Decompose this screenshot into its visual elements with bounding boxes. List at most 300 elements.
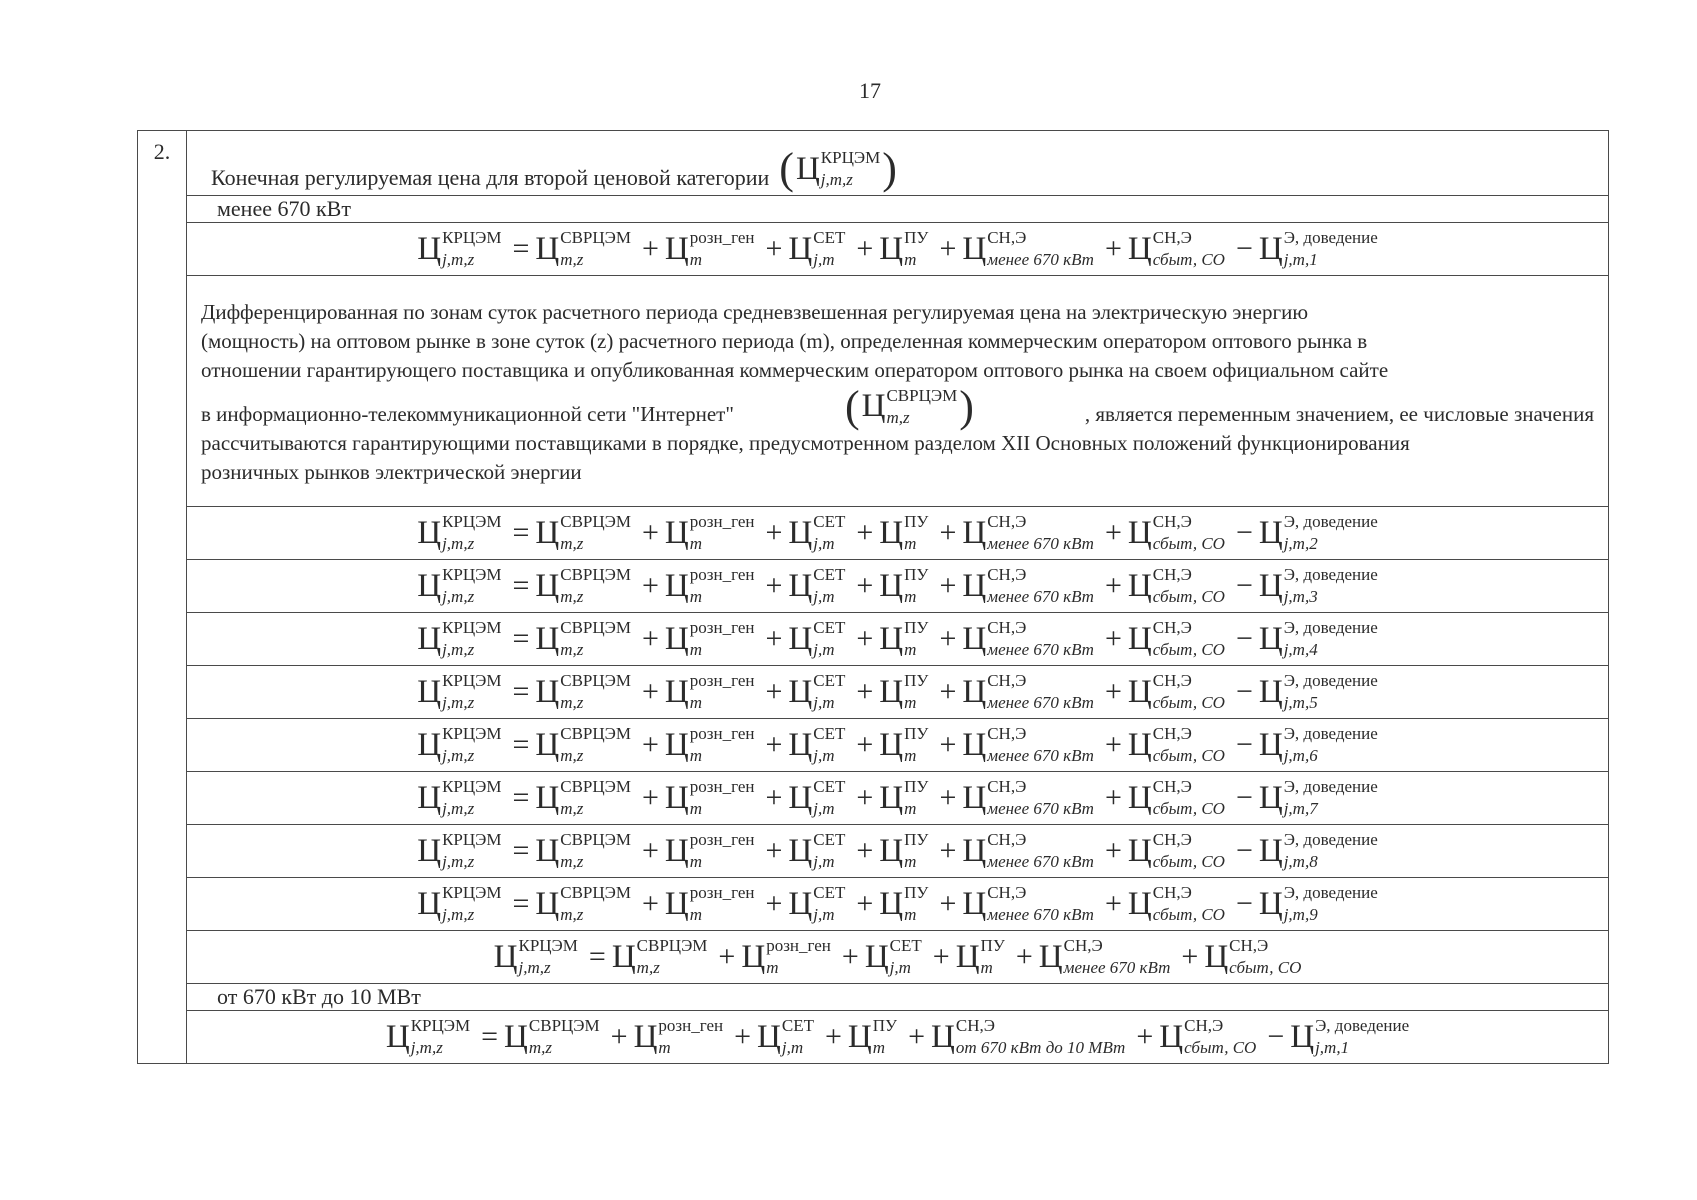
symbol-subscript: j,m [813,799,835,818]
symbol-superscript: КРЦЭМ [442,565,502,584]
symbol-subscript: сбыт, СО [1152,799,1225,818]
formula-term [1128,777,1225,819]
symbol-subscript: m [872,1038,886,1057]
symbol-base: Ц [962,726,987,763]
symbol-scripts [1284,618,1378,660]
symbol-subscript: j,m,7 [1283,799,1318,818]
symbol-superscript: КРЦЭМ [442,724,502,743]
symbol-superscript: Э, доведение [1283,671,1378,690]
formula-term [788,777,845,819]
formula-term [879,830,928,872]
paragraph-symbol [844,381,974,431]
symbol-subscript: j,m,z [442,799,475,818]
symbol-superscript: СН,Э [987,777,1027,796]
page-number: 17 [859,78,881,103]
symbol-superscript: ПУ [904,671,929,690]
symbol-base: Ц [962,230,987,267]
formula-operator: = [512,675,530,708]
formula-term [1128,883,1225,925]
formula-term [1259,618,1378,660]
symbol-scripts [690,228,755,270]
symbol-superscript: СВРЦЭМ [528,1016,600,1035]
symbol-scripts [442,618,501,660]
formula-term [1259,228,1378,270]
symbol-superscript: СВРЦЭМ [560,228,631,247]
formula-operator: = [512,569,530,602]
category-title-cell [187,131,1609,196]
formula-term [1128,724,1225,766]
formula-term [417,830,501,872]
symbol-superscript: СЕТ [813,883,846,902]
paragraph-line: Дифференцированная по зонам суток расчетного периода средневзвешенная регулируемая цена на электрическую энергию [201,299,1309,324]
formula-term [879,565,928,607]
symbol-superscript: СЕТ [813,228,846,247]
symbol-base: Ц [1258,673,1283,710]
symbol-subscript: m [689,852,703,871]
formula-row [138,666,1609,719]
symbol-subscript: j,m,1 [1315,1038,1350,1057]
symbol-scripts [560,671,631,713]
symbol-scripts [637,936,708,978]
formula-term [865,936,922,978]
symbol-superscript: СН,Э [1152,830,1192,849]
symbol-superscript: Э, доведение [1283,228,1378,247]
symbol-scripts [987,883,1094,925]
symbol-subscript: j,m,z [442,640,475,659]
formula-operator: + [1104,887,1122,920]
symbol-base: Ц [535,620,560,657]
formula-term [788,671,845,713]
symbol-base: Ц [788,673,813,710]
symbol-base: Ц [1127,885,1152,922]
symbol-subscript: j,m,z [410,1038,443,1057]
symbol-scripts [442,565,501,607]
formula-operator: + [1181,940,1199,973]
symbol-base: Ц [417,779,442,816]
section-label-under-670: менее 670 кВт [187,196,1609,223]
symbol-subscript: m,z [560,640,584,659]
symbol-subscript: m [904,534,917,553]
symbol-superscript: ПУ [904,777,929,796]
formula-term [741,936,831,978]
formula-term [788,618,845,660]
paragraph-line: розничных рынков электрической энергии [201,459,582,484]
symbol-superscript: ПУ [904,830,929,849]
symbol-base: Ц [1127,779,1152,816]
formula-term [1204,936,1301,978]
symbol-base: Ц [864,938,889,975]
formula-operator: + [932,940,950,973]
symbol-scripts [813,565,845,607]
symbol-superscript: СН,Э [955,1016,995,1035]
symbol-scripts [411,1016,470,1058]
formula-term [788,830,845,872]
symbol-base: Ц [504,1018,528,1055]
symbol-superscript: СН,Э [987,618,1027,637]
formula-operator: = [512,834,530,867]
symbol-subscript: m [689,587,703,606]
formula-term [417,565,501,607]
formula-term [1159,1016,1256,1058]
formula-term [504,1016,600,1058]
symbol-base: Ц [879,620,904,657]
symbol-base: Ц [417,673,442,710]
symbol-superscript: ПУ [980,936,1005,955]
symbol-base: Ц [861,388,886,424]
symbol-scripts [987,565,1094,607]
formula-zone-5 [187,666,1609,719]
symbol-subscript: менее 670 кВт [987,587,1094,606]
formula-zone-4 [187,613,1609,666]
symbol-base: Ц [664,832,689,869]
symbol-subscript: m [658,1038,671,1057]
symbol-base: Ц [757,1018,781,1055]
symbol-scripts [890,936,922,978]
formula-term [1259,671,1378,713]
formula-operator: − [1235,675,1253,708]
symbol-base: Ц [1258,567,1283,604]
formula-term [535,618,631,660]
symbol-scripts [886,386,957,428]
formula-operator: + [856,728,874,761]
symbol-subscript: j,m [813,852,835,871]
symbol-base: Ц [1258,230,1283,267]
symbol-scripts [813,777,845,819]
left-paren: ( [844,381,860,431]
symbol-subscript: m,z [560,852,584,871]
formula-term [1128,228,1225,270]
symbol-base: Ц [962,673,987,710]
symbol-scripts [987,724,1094,766]
symbol-subscript: j,m [813,250,835,269]
symbol-scripts [1284,883,1378,925]
formula-operator: + [734,1020,752,1053]
formula-operator: + [939,675,957,708]
formula-row [138,719,1609,772]
symbol-subscript: менее 670 кВт [987,852,1094,871]
symbol-scripts [690,777,755,819]
symbol-subscript: m [904,250,917,269]
symbol-superscript: СЕТ [889,936,922,955]
formula-term [417,724,501,766]
formula-operator: = [481,1020,499,1053]
symbol-subscript: m [689,905,703,924]
symbol-scripts [813,830,845,872]
symbol-superscript: КРЦЭМ [442,777,502,796]
symbol-base: Ц [417,885,442,922]
formula-operator: + [718,940,736,973]
symbol-subscript: m,z [560,746,584,765]
formula-operator: − [1267,1020,1285,1053]
symbol-base: Ц [955,938,980,975]
formula-term [879,512,928,554]
symbol-superscript: розн_ген [689,228,755,247]
symbol-scripts [987,228,1094,270]
paragraph-line: рассчитываются гарантирующими поставщиками в порядке, предусмотренном разделом XII Основных положений функционирования [201,430,1410,455]
section-label-670-10: от 670 кВт до 10 МВт [187,984,1609,1011]
symbol-subscript: сбыт, СО [1152,250,1225,269]
formula-row [138,1011,1609,1064]
symbol-superscript: СН,Э [1152,777,1192,796]
symbol-base: Ц [879,514,904,551]
symbol-superscript: КРЦЭМ [410,1016,471,1035]
symbol-superscript: СН,Э [1152,512,1192,531]
formula-operator: = [512,622,530,655]
symbol-subscript: m,z [560,587,584,606]
symbol-superscript: СЕТ [781,1016,814,1035]
symbol-subscript: j,m [813,693,835,712]
formula-operator: + [939,232,957,265]
formula-term [665,565,755,607]
formula-term [386,1016,470,1058]
symbol-scripts [904,883,928,925]
symbol-subscript: m,z [560,905,584,924]
formula-operator: + [856,232,874,265]
symbol-subscript: j,m,5 [1283,693,1318,712]
formula-operator: + [856,834,874,867]
symbol-scripts [690,724,755,766]
left-paren: ( [779,144,794,193]
symbol-scripts [987,512,1094,554]
formula-term [931,1016,1125,1058]
formula-operator: − [1235,887,1253,920]
symbol-scripts [782,1016,814,1058]
symbol-scripts [1229,936,1301,978]
symbol-subscript: m [980,958,993,977]
symbol-subscript: j,m,z [442,534,475,553]
symbol-superscript: СЕТ [813,777,846,796]
symbol-base: Ц [788,779,813,816]
symbol-scripts [813,512,845,554]
formula-operator: = [512,887,530,920]
symbol-subscript: j,m,3 [1283,587,1318,606]
formula-term [956,936,1005,978]
symbol-superscript: СЕТ [813,512,846,531]
formula-operator: − [1235,728,1253,761]
symbol-scripts [442,830,501,872]
symbol-scripts [1284,777,1378,819]
formula-term [535,724,631,766]
formula-term [962,618,1094,660]
symbol-scripts [442,883,501,925]
formula-row [138,507,1609,560]
symbol-base: Ц [962,620,987,657]
formula-term [1128,512,1225,554]
formula-operator: + [642,232,659,265]
symbol-subscript: j,m [781,1038,804,1057]
symbol-base: Ц [1127,567,1152,604]
symbol-superscript: КРЦЭМ [442,512,502,531]
symbol-superscript: СЕТ [813,830,846,849]
symbol-base: Ц [1127,832,1152,869]
symbol-scripts [690,618,755,660]
symbol-base: Ц [741,938,766,975]
formula-term [535,512,631,554]
symbol-scripts [1284,724,1378,766]
symbol-base: Ц [1258,832,1283,869]
formula-operator: − [1235,569,1253,602]
symbol-scripts [904,565,928,607]
symbol-base: Ц [535,514,560,551]
symbol-subscript: m [689,799,703,818]
formula-operator: + [765,622,783,655]
symbol-superscript: СЕТ [813,565,846,584]
symbol-base: Ц [1258,779,1283,816]
formula-term [535,671,631,713]
symbol-scripts [1315,1016,1409,1058]
symbol-superscript: КРЦЭМ [518,936,578,955]
symbol-base: Ц [611,938,636,975]
formula-operator: + [1104,622,1122,655]
symbol-subscript: менее 670 кВт [1063,958,1171,977]
formula-term [962,512,1094,554]
formula-row [138,613,1609,666]
formula-term [1128,565,1225,607]
symbol-scripts [1153,830,1225,872]
symbol-scripts [560,883,631,925]
formula-row [138,223,1609,276]
symbol-scripts [1153,883,1225,925]
symbol-base: Ц [535,779,560,816]
symbol-subscript: m,z [560,534,584,553]
formula-row [138,878,1609,931]
formula-operator: + [1104,232,1122,265]
symbol-subscript: сбыт, СО [1229,958,1302,977]
symbol-superscript: СН,Э [987,883,1027,902]
symbol-base: Ц [633,1018,658,1055]
symbol-subscript: j,m [813,587,835,606]
symbol-subscript: сбыт, СО [1152,534,1225,553]
symbol-scripts [560,830,631,872]
paragraph-mid-before: в информационно-телекоммуникационной сети "Интернет" [201,401,734,426]
symbol-base: Ц [417,514,442,551]
symbol-base: Ц [1127,230,1152,267]
symbol-superscript: Э, доведение [1283,565,1378,584]
symbol-scripts [1153,228,1225,270]
formula-operator: + [1104,728,1122,761]
symbol-subscript: j,m,z [442,905,475,924]
symbol-superscript: КРЦЭМ [442,830,502,849]
symbol-subscript: менее 670 кВт [987,640,1094,659]
symbol-subscript: j,m [813,905,835,924]
symbol-scripts [987,618,1094,660]
symbol-scripts [1284,830,1378,872]
formula-operator: + [765,887,783,920]
symbol-superscript: розн_ген [689,618,755,637]
formula-term [665,512,755,554]
formula-term [1128,671,1225,713]
formula-term [962,228,1094,270]
symbol-scripts [904,512,928,554]
formula-term [1290,1016,1409,1058]
symbol-scripts [904,618,928,660]
symbol-base: Ц [417,726,442,763]
symbol-subscript: j,m,4 [1283,640,1318,659]
symbol-superscript: розн_ген [689,512,755,531]
formula-row [138,825,1609,878]
symbol-subscript: j,m [889,958,911,977]
symbol-base: Ц [664,230,689,267]
symbol-subscript: менее 670 кВт [987,905,1094,924]
symbol-superscript: СЕТ [813,671,846,690]
formula-operator: + [642,781,659,814]
formula-term [962,777,1094,819]
symbol-scripts [813,883,845,925]
paragraph-line: (мощность) на оптовом рынке в зоне суток (z) расчетного периода (m), определенная коммерческим оператором оптового рынка в [201,328,1368,353]
formula-operator: + [765,675,783,708]
symbol-superscript: СН,Э [1152,618,1192,637]
symbol-scripts [813,724,845,766]
symbol-scripts [987,830,1094,872]
symbol-base: Ц [962,514,987,551]
symbol-superscript: СН,Э [1152,671,1192,690]
paragraph-line-with-symbol [201,381,1594,431]
symbol-scripts [987,777,1094,819]
formula-term [665,830,755,872]
symbol-base: Ц [417,230,442,267]
formula-term [788,724,845,766]
formula-operator: + [765,569,783,602]
symbol-scripts [560,512,631,554]
symbol-superscript: Э, доведение [1283,777,1378,796]
symbol-base: Ц [962,832,987,869]
symbol-subscript: сбыт, СО [1152,640,1225,659]
symbol-superscript: СН,Э [1152,883,1192,902]
formula-zone-final [187,931,1609,984]
paragraph-mid-after: , является переменным значением, ее числовые значения [1084,401,1594,426]
symbol-superscript: розн_ген [689,671,755,690]
symbol-superscript: СН,Э [1152,228,1192,247]
symbol-superscript: СВРЦЭМ [886,385,958,405]
symbol-scripts [813,228,845,270]
symbol-superscript: СВРЦЭМ [560,512,631,531]
symbol-superscript: СВРЦЭМ [560,671,631,690]
symbol-subscript: j,m,9 [1283,905,1318,924]
symbol-scripts [442,671,501,713]
symbol-superscript: ПУ [904,724,929,743]
formula-zone-9 [187,878,1609,931]
formula-term [757,1016,814,1058]
symbol-base: Ц [879,567,904,604]
symbol-superscript: КРЦЭМ [442,883,502,902]
symbol-superscript: СН,Э [987,830,1027,849]
formula-operator: = [512,516,530,549]
formula-row [138,931,1609,984]
formula-operator: + [1104,569,1122,602]
symbol-subscript: j,m,6 [1283,746,1318,765]
formula-operator: + [856,675,874,708]
formula-operator: + [856,622,874,655]
symbol-superscript: розн_ген [689,565,755,584]
symbol-base: Ц [1127,514,1152,551]
symbol-base: Ц [1258,514,1283,551]
symbol-subscript: m,z [560,693,584,712]
symbol-subscript: сбыт, СО [1152,852,1225,871]
formula-operator: = [512,728,530,761]
formula-term [535,777,631,819]
formula-operator: + [765,834,783,867]
symbol-scripts [658,1016,723,1058]
formula-term [665,724,755,766]
symbol-base: Ц [664,514,689,551]
symbol-superscript: СВРЦЭМ [560,883,631,902]
formula-operator: + [939,781,957,814]
symbol-subscript: j,m,8 [1283,852,1318,871]
formula-term [879,883,928,925]
symbol-scripts [1064,936,1171,978]
symbol-subscript: менее 670 кВт [987,534,1094,553]
formula-operator: = [588,940,606,973]
